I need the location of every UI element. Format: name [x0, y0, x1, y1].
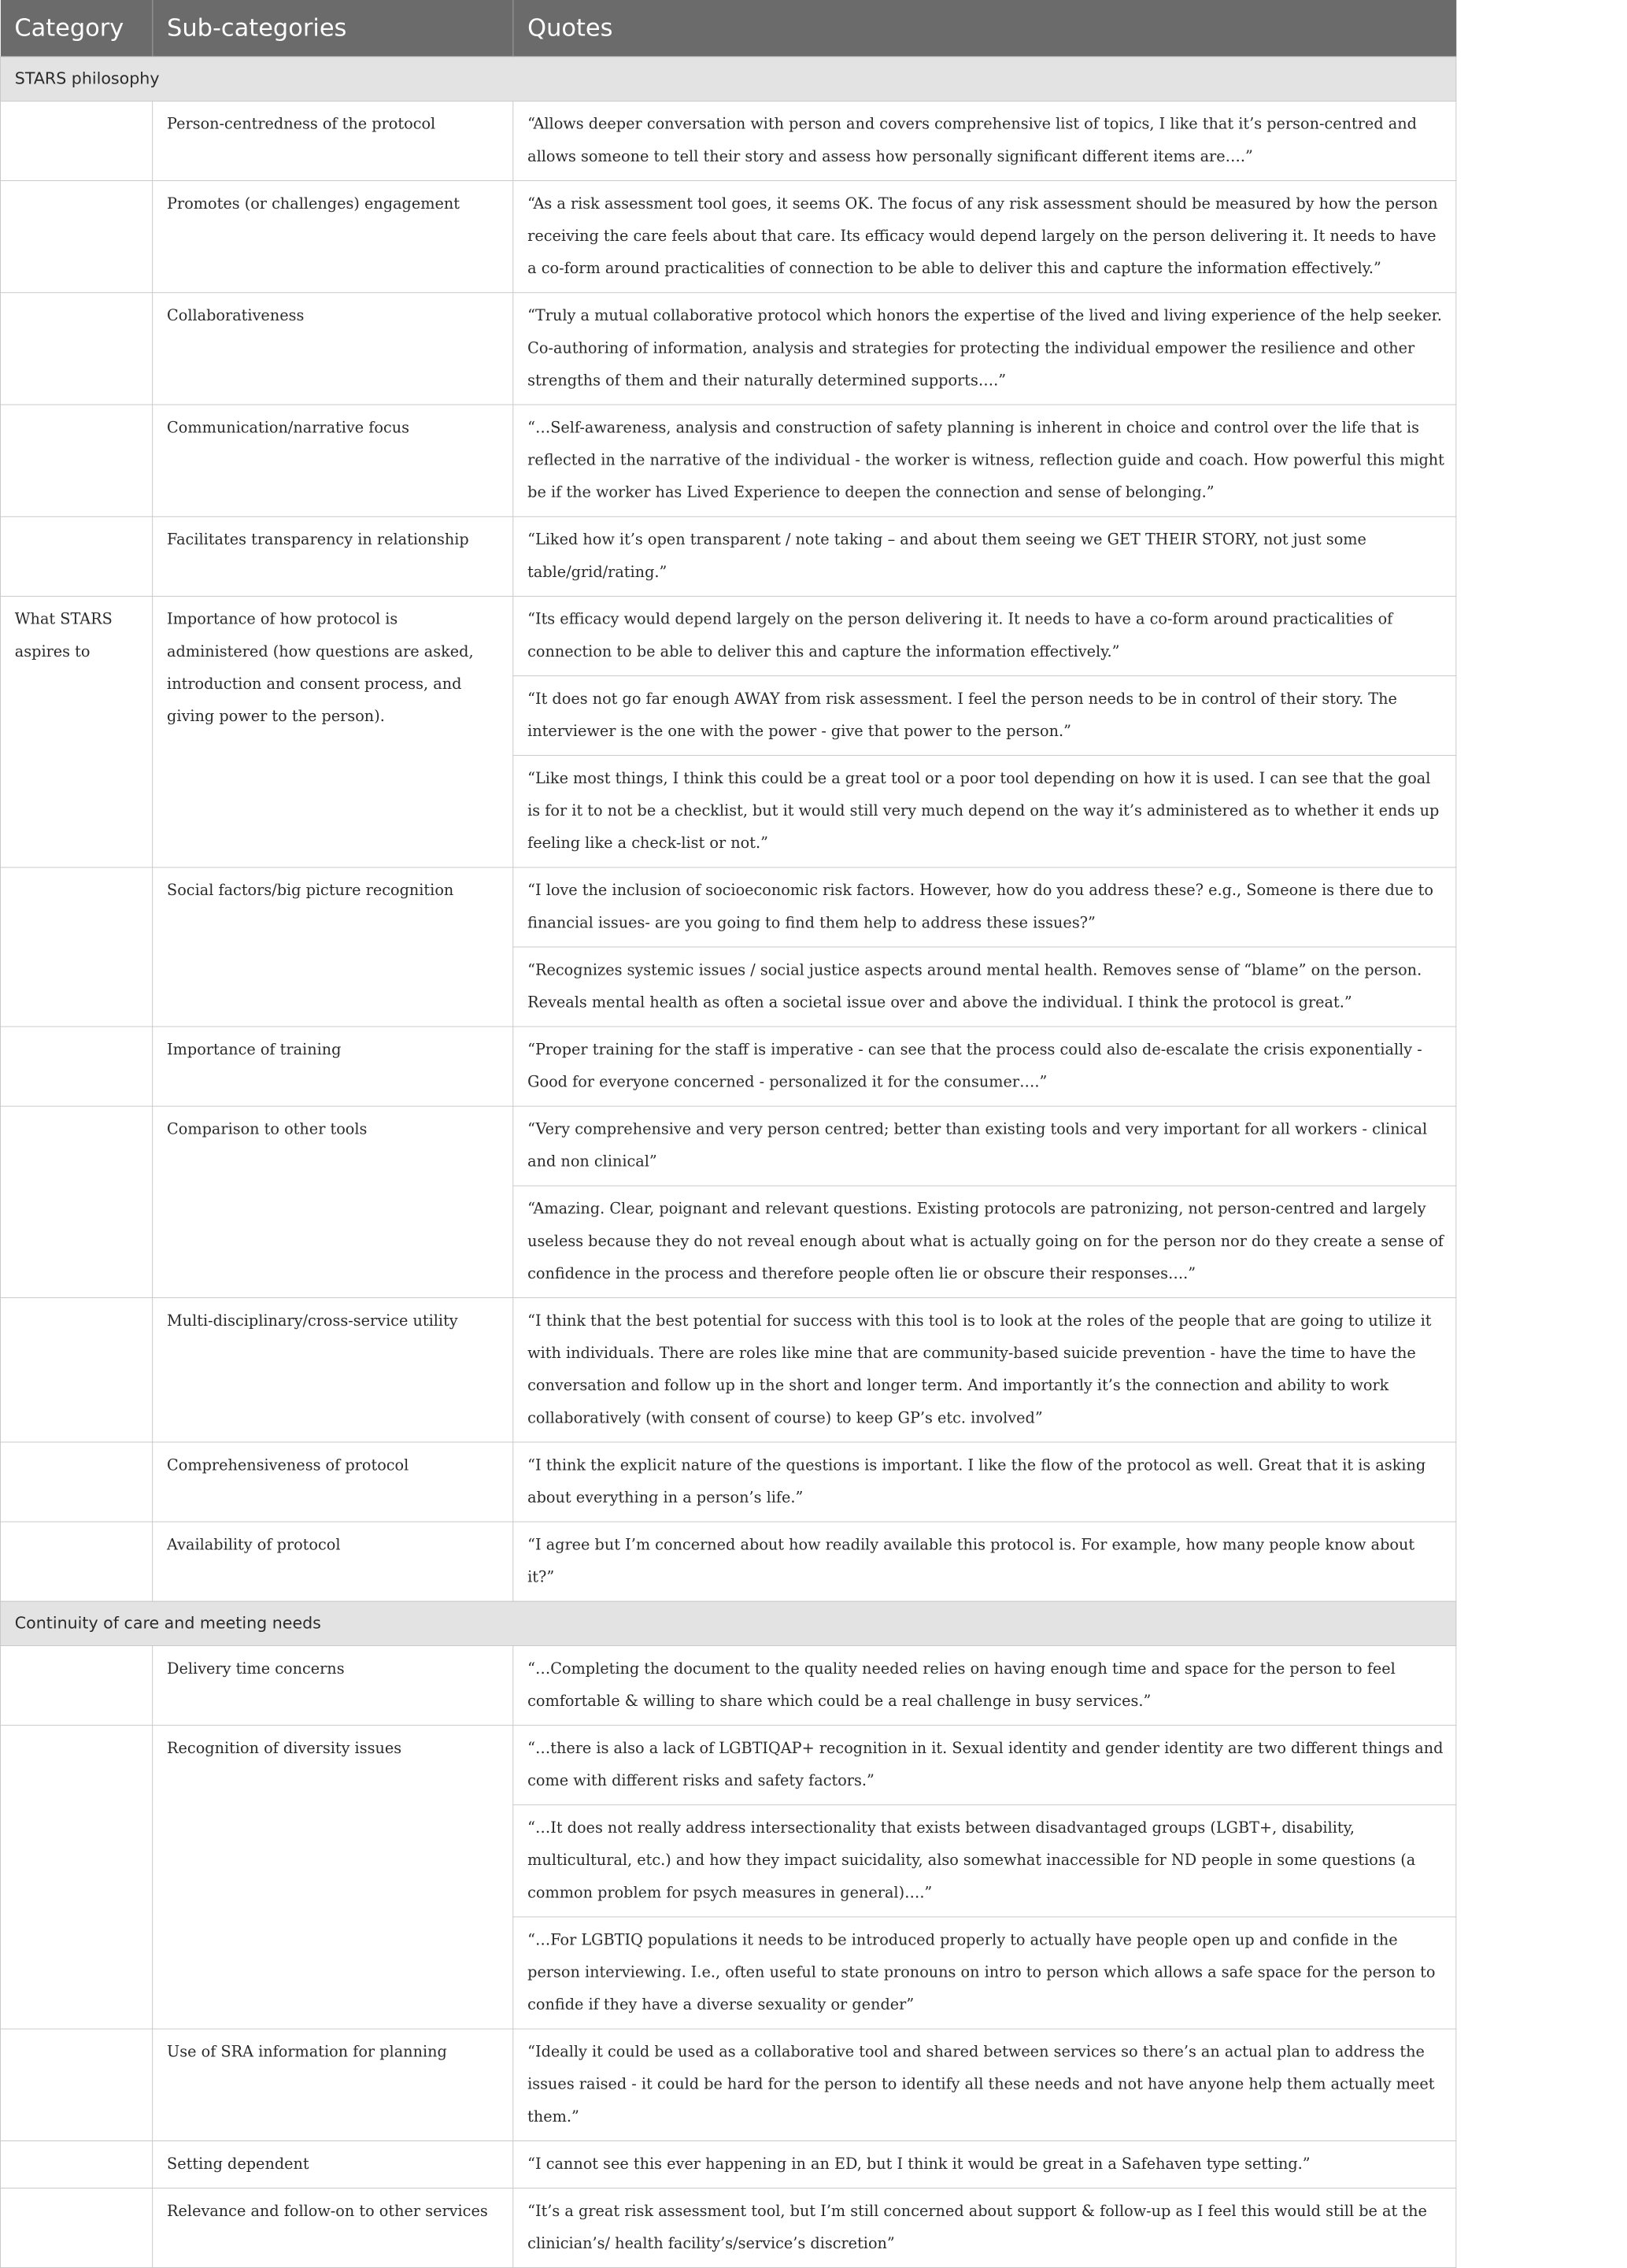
quote-cell: “Allows deeper conversation with person and covers comprehensive list of topics, I like that it’s person-centred and allows someone to tell their story and assess how personally significant different items are….” — [513, 101, 1456, 180]
header-row — [0, 0, 1455, 57]
sub-category-cell: Collaborativeness — [153, 292, 513, 404]
section-title: STARS philosophy — [0, 57, 1455, 101]
section-title: Continuity of care and meeting needs — [0, 1601, 1455, 1645]
sub-category-cell: Recognition of diversity issues — [153, 1725, 513, 2029]
sub-category-cell: Multi-disciplinary/cross-service utility — [153, 1297, 513, 1441]
category-cell — [0, 1645, 152, 1725]
table-header — [0, 0, 1455, 57]
quote-cell: “I love the inclusion of socioeconomic risk factors. However, how do you address these? e.g., Someone is there due to financial issues- are you going to find them help to address these issues?” — [513, 867, 1456, 946]
quote-cell: “Proper training for the staff is imperative - can see that the process could also de-escalate the crisis exponentially - Good for everyone concerned - personalized it for the consumer….” — [513, 1027, 1456, 1106]
sub-category-cell: Importance of training — [153, 1027, 513, 1106]
category-cell — [0, 292, 152, 404]
quote-cell: “…For LGBTIQ populations it needs to be introduced properly to actually have people open up and confide in the person interviewing. I.e., often useful to state pronouns on intro to person which allows a safe space for the person to confide if they have a diverse sexuality or gender” — [513, 1917, 1456, 2029]
table-row — [0, 1106, 1455, 1186]
quote-cell: “I agree but I’m concerned about how readily available this protocol is. For example, how many people know about it?” — [513, 1522, 1456, 1601]
header-category: Category — [0, 0, 152, 57]
table-row — [0, 405, 1455, 516]
category-cell — [0, 1441, 152, 1521]
quote-cell: “…It does not really address intersectionality that exists between disadvantaged groups (LGBT+, disability, multicultural, etc.) and how they impact suicidality, also somewhat inaccessible for ND people in some questions (a common problem for psych measures in general)….” — [513, 1804, 1456, 1916]
quote-cell: “I think that the best potential for success with this tool is to look at the roles of the people that are going to utilize it with individuals. There are roles like mine that are community-based suicide prevention - have the time to have the conversation and follow up in the short and longer term. And importantly it’s the connection and ability to work collaboratively (with consent of course) to keep GP’s etc. involved” — [513, 1297, 1456, 1441]
sub-category-cell: Use of SRA information for planning — [153, 2029, 513, 2140]
table-row — [0, 292, 1455, 404]
quote-cell: “…Completing the document to the quality needed relies on having enough time and space for the person to feel comfortable & willing to share which could be a real challenge in busy services.” — [513, 1645, 1456, 1725]
category-cell — [0, 516, 152, 596]
table-row — [0, 1522, 1455, 1601]
category-cell — [0, 2188, 152, 2267]
quote-cell: “…there is also a lack of LGBTIQAP+ recognition in it. Sexual identity and gender identity are two different things and come with different risks and safety factors.” — [513, 1725, 1456, 1804]
category-cell: What STARS aspires to — [0, 596, 152, 867]
quote-cell: “Like most things, I think this could be a great tool or a poor tool depending on how it is used. I can see that the goal is for it to not be a checklist, but it would still very much depend on the way it’s administered as to whether it ends up feeling like a check-list or not.” — [513, 755, 1456, 867]
table-row — [0, 2188, 1455, 2267]
table-row — [0, 180, 1455, 292]
sub-category-cell: Setting dependent — [153, 2140, 513, 2188]
quote-cell: “…Self-awareness, analysis and construction of safety planning is inherent in choice and control over the life that is reflected in the narrative of the individual - the worker is witness, reflection guide and coach. How powerful this might be if the worker has Lived Experience to deepen the connection and sense of belonging.” — [513, 405, 1456, 516]
header-sub-categories: Sub-categories — [153, 0, 513, 57]
table-row — [0, 2029, 1455, 2140]
quote-cell: “Its efficacy would depend largely on the person delivering it. It needs to have a co-form around practicalities of connection to be able to deliver this and capture the information effectively.” — [513, 596, 1456, 675]
sub-category-cell: Relevance and follow-on to other services — [153, 2188, 513, 2267]
table-row — [0, 1725, 1455, 1804]
table-row — [0, 596, 1455, 675]
header-quotes: Quotes — [513, 0, 1456, 57]
table-row — [0, 516, 1455, 596]
table-row — [0, 1441, 1455, 1521]
category-cell — [0, 2140, 152, 2188]
category-cell — [0, 101, 152, 180]
quote-cell: “As a risk assessment tool goes, it seems OK. The focus of any risk assessment should be measured by how the person receiving the care feels about that care. Its efficacy would depend largely on the person delivering it. It needs to have a co-form around practicalities of connection to be able to deliver this and capture the information effectively.” — [513, 180, 1456, 292]
sub-category-cell: Availability of protocol — [153, 1522, 513, 1601]
category-cell — [0, 867, 152, 1026]
category-cell — [0, 2029, 152, 2140]
table-row — [0, 1645, 1455, 1725]
sub-category-cell: Communication/narrative focus — [153, 405, 513, 516]
sub-category-cell: Person-centredness of the protocol — [153, 101, 513, 180]
sub-category-cell: Social factors/big picture recognition — [153, 867, 513, 1026]
sub-category-cell: Importance of how protocol is administered (how questions are asked, introduction and consent process, and giving power to the person). — [153, 596, 513, 867]
quote-cell: “I cannot see this ever happening in an ED, but I think it would be great in a Safehaven type setting.” — [513, 2140, 1456, 2188]
quote-cell: “It does not go far enough AWAY from risk assessment. I feel the person needs to be in control of their story. The interviewer is the one with the power - give that power to the person.” — [513, 675, 1456, 755]
sub-category-cell: Comparison to other tools — [153, 1106, 513, 1297]
table-row — [0, 867, 1455, 946]
section-row — [0, 57, 1455, 101]
category-cell — [0, 1027, 152, 1106]
quote-cell: “Liked how it’s open transparent / note taking – and about them seeing we GET THEIR STORY, not just some table/grid/rating.” — [513, 516, 1456, 596]
sub-category-cell: Facilitates transparency in relationship — [153, 516, 513, 596]
category-cell — [0, 405, 152, 516]
quote-cell: “Amazing. Clear, poignant and relevant questions. Existing protocols are patronizing, not person-centred and largely useless because they do not reveal enough about what is actually going on for the person nor do they create a sense of confidence in the process and therefore people often lie or obscure their responses….” — [513, 1186, 1456, 1297]
quote-cell: “Truly a mutual collaborative protocol which honors the expertise of the lived and living experience of the help seeker. Co-authoring of information, analysis and strategies for protecting the individual empower the resilience and other strengths of them and their naturally determined supports….” — [513, 292, 1456, 404]
quote-cell: “Very comprehensive and very person centred; better than existing tools and very important for all workers - clinical and non clinical” — [513, 1106, 1456, 1186]
category-cell — [0, 1522, 152, 1601]
category-cell — [0, 1725, 152, 2029]
category-cell — [0, 1297, 152, 1441]
quote-cell: “Recognizes systemic issues / social justice aspects around mental health. Removes sense of “blame” on the person. Reveals mental health as often a societal issue over and above the individual. I think the protocol is great.” — [513, 947, 1456, 1027]
table-row — [0, 2140, 1455, 2188]
category-cell — [0, 180, 152, 292]
sub-category-cell: Comprehensiveness of protocol — [153, 1441, 513, 1521]
table-row — [0, 101, 1455, 180]
sub-category-cell: Delivery time concerns — [153, 1645, 513, 1725]
table-row — [0, 1027, 1455, 1106]
table-row — [0, 1297, 1455, 1441]
category-cell — [0, 1106, 152, 1297]
quote-cell: “I think the explicit nature of the questions is important. I like the flow of the protocol as well. Great that it is asking about everything in a person’s life.” — [513, 1441, 1456, 1521]
quote-cell: “Ideally it could be used as a collaborative tool and shared between services so there’s an actual plan to address the issues raised - it could be hard for the person to identify all these needs and not have anyone help them actually meet them.” — [513, 2029, 1456, 2140]
table-body — [0, 57, 1455, 2268]
quote-cell: “It’s a great risk assessment tool, but I’m still concerned about support & follow-up as I feel this would still be at the clinician’s/ health facility’s/service’s discretion” — [513, 2188, 1456, 2267]
section-row — [0, 1601, 1455, 1645]
sub-category-cell: Promotes (or challenges) engagement — [153, 180, 513, 292]
